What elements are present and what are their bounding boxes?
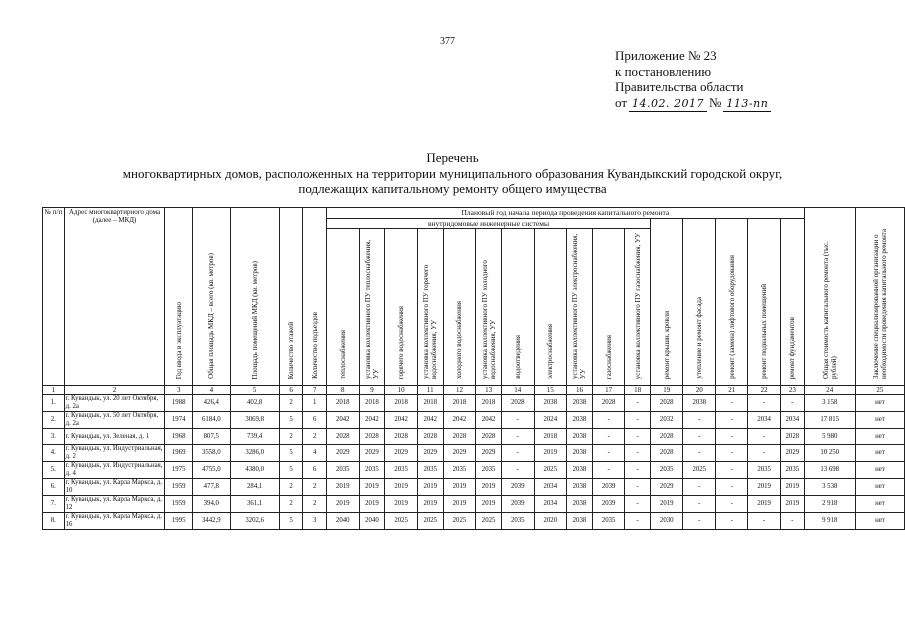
table-cell: 2029	[385, 445, 418, 462]
table-row	[43, 479, 905, 496]
table-cell: нет	[855, 395, 904, 412]
header-system-4: установка коллективного ПУ горячего водоснабжения, УУ	[417, 229, 443, 386]
table-cell: 6184,0	[193, 412, 231, 429]
address-cell: г. Кувандык, ул. Карла Маркса, д. 12	[64, 496, 165, 513]
table-cell: 2018	[476, 395, 502, 412]
table-cell: 2019	[327, 496, 360, 513]
table-cell: -	[748, 429, 781, 445]
table-cell: 5	[279, 412, 303, 429]
table-cell: 3442,9	[193, 513, 231, 530]
header-internal-systems: внутридомовые инженерные системы	[327, 219, 651, 229]
table-cell: 2019	[780, 496, 804, 513]
table-cell: 2032	[650, 412, 683, 429]
table-cell: нет	[855, 429, 904, 445]
title-line-3: подлежащих капитальному ремонту общего имущества	[298, 181, 607, 196]
page-number: 377	[440, 36, 455, 47]
table-cell: -	[716, 479, 748, 496]
table-cell: 10 250	[804, 445, 855, 462]
address-cell: г. Кувандык, ул. Зеленая, д. 1	[64, 429, 165, 445]
table-cell: -	[716, 395, 748, 412]
table-cell: нет	[855, 445, 904, 462]
table-cell: 2 918	[804, 496, 855, 513]
table-cell: 2025	[443, 513, 476, 530]
table-cell: 2018	[534, 429, 567, 445]
table-cell: 2038	[567, 412, 593, 429]
table-cell: 402,8	[230, 395, 279, 412]
table-cell: 2028	[650, 395, 683, 412]
table-cell: 2028	[650, 445, 683, 462]
table-cell: нет	[855, 479, 904, 496]
table-cell: -	[683, 496, 716, 513]
table-cell: 361,1	[230, 496, 279, 513]
table-cell: 3	[303, 513, 327, 530]
table-cell: 8.	[43, 513, 65, 530]
table-cell: -	[502, 412, 535, 429]
column-number: 1	[43, 386, 65, 395]
table-cell: 13 698	[804, 462, 855, 479]
address-cell: г. Кувандык, ул. Карла Маркса, д. 16	[64, 513, 165, 530]
table-cell: 2028	[359, 429, 385, 445]
table-cell: 3 158	[804, 395, 855, 412]
table-cell: 2025	[385, 513, 418, 530]
table-cell: 1988	[165, 395, 193, 412]
table-cell: -	[716, 445, 748, 462]
table-cell: -	[625, 479, 651, 496]
table-cell: -	[748, 395, 781, 412]
table-cell: 2029	[327, 445, 360, 462]
table-cell: 2019	[476, 496, 502, 513]
table-cell: 2	[279, 429, 303, 445]
table-cell: 2040	[359, 513, 385, 530]
table-cell: 1995	[165, 513, 193, 530]
header-system-8: электроснабжения	[534, 229, 567, 386]
table-cell: 2042	[359, 412, 385, 429]
column-number: 9	[359, 386, 385, 395]
table-cell: 5	[279, 445, 303, 462]
table-cell: 2030	[650, 513, 683, 530]
table-cell: 2028	[443, 429, 476, 445]
column-number: 4	[193, 386, 231, 395]
table-cell: 2038	[567, 429, 593, 445]
table-cell: 2034	[748, 412, 781, 429]
table-cell: -	[592, 462, 625, 479]
column-number: 8	[327, 386, 360, 395]
table-cell: -	[683, 429, 716, 445]
table-cell: 2029	[359, 445, 385, 462]
table-cell: 6	[303, 412, 327, 429]
address-cell: г. Кувандык, ул. Карла Маркса, д. 10	[64, 479, 165, 496]
table-cell: 2038	[567, 462, 593, 479]
address-cell: г. Кувандык, ул. 50 лет Октября, д. 2а	[64, 412, 165, 429]
table-cell: 4380,0	[230, 462, 279, 479]
table-cell: 394,0	[193, 496, 231, 513]
table-cell: нет	[855, 513, 904, 530]
column-number: 13	[476, 386, 502, 395]
column-number: 22	[748, 386, 781, 395]
table-cell: 2029	[650, 479, 683, 496]
table-cell: 2035	[443, 462, 476, 479]
table-cell: 2028	[780, 429, 804, 445]
table-cell: 2024	[534, 412, 567, 429]
table-cell: 2042	[443, 412, 476, 429]
document-title	[0, 150, 905, 197]
table-cell: 2019	[385, 479, 418, 496]
table-cell: 2042	[417, 412, 443, 429]
from-label: от	[615, 94, 628, 110]
header-system-6: установка коллективного ПУ холодного водоснабжения, УУ	[476, 229, 502, 386]
appendix-title: Приложение № 23	[615, 48, 717, 63]
table-cell: -	[592, 445, 625, 462]
table-cell: 2019	[748, 496, 781, 513]
table-cell: 477,8	[193, 479, 231, 496]
table-cell: 2019	[417, 496, 443, 513]
table-cell: 17 815	[804, 412, 855, 429]
table-cell: 2042	[476, 412, 502, 429]
header-area-rooms: Площадь помещений МКД (кв. метров)	[230, 208, 279, 386]
table-cell: 2019	[443, 479, 476, 496]
address-cell: г. Кувандык, ул. Индустриальная, д. 2	[64, 445, 165, 462]
table-cell: -	[625, 395, 651, 412]
header-facade: утепление и ремонт фасада	[683, 219, 716, 386]
table-cell: 1969	[165, 445, 193, 462]
column-number: 5	[230, 386, 279, 395]
table-cell: 3202,6	[230, 513, 279, 530]
header-system-10: газоснабжения	[592, 229, 625, 386]
table-cell: нет	[855, 412, 904, 429]
table-cell: 2020	[534, 513, 567, 530]
table-cell: -	[716, 412, 748, 429]
header-system-2: установка коллективного ПУ теплоснабжения, УУ	[359, 229, 385, 386]
table-cell: -	[780, 513, 804, 530]
header-cost: Общая стоимость капитального ремонта (тыс. рублей)	[804, 208, 855, 386]
table-cell: 2035	[385, 462, 418, 479]
column-number: 17	[592, 386, 625, 395]
table-cell: 2025	[417, 513, 443, 530]
table-cell: 2025	[683, 462, 716, 479]
table-row	[43, 462, 905, 479]
column-number: 10	[385, 386, 418, 395]
column-number: 16	[567, 386, 593, 395]
table-cell: 6.	[43, 479, 65, 496]
table-cell: 2018	[417, 395, 443, 412]
table-cell: 2028	[502, 395, 535, 412]
column-number: 6	[279, 386, 303, 395]
table-cell: -	[683, 445, 716, 462]
table-cell: -	[683, 412, 716, 429]
table-cell: 2019	[327, 479, 360, 496]
table-cell: 2038	[567, 479, 593, 496]
header-system-9: установка коллективного ПУ электроснабжения, УУ	[567, 229, 593, 386]
table-cell: 2018	[359, 395, 385, 412]
table-cell: 1968	[165, 429, 193, 445]
table-cell: нет	[855, 496, 904, 513]
table-cell: 2038	[567, 395, 593, 412]
table-cell: -	[625, 513, 651, 530]
table-cell: 2	[303, 429, 327, 445]
table-cell: 2029	[443, 445, 476, 462]
table-cell: 2029	[417, 445, 443, 462]
column-number: 3	[165, 386, 193, 395]
table-cell: 2035	[502, 513, 535, 530]
table-row	[43, 496, 905, 513]
table-cell: 2028	[592, 395, 625, 412]
address-cell: г. Кувандык, ул. 20 лет Октября, д. 2а	[64, 395, 165, 412]
appendix-date-line	[615, 95, 771, 113]
appendix-header	[615, 48, 771, 112]
table-cell: 5	[279, 462, 303, 479]
table-cell: 2029	[476, 445, 502, 462]
column-number: 23	[780, 386, 804, 395]
decree-number: 113-пп	[723, 96, 771, 113]
table-cell: 6	[303, 462, 327, 479]
table-cell: 2028	[385, 429, 418, 445]
table-cell: 2	[279, 395, 303, 412]
table-cell: 7.	[43, 496, 65, 513]
table-cell: -	[683, 513, 716, 530]
table-cell: 2018	[443, 395, 476, 412]
table-cell: 2019	[385, 496, 418, 513]
table-cell: 2034	[534, 479, 567, 496]
table-cell: 2038	[683, 395, 716, 412]
column-number: 25	[855, 386, 904, 395]
header-basement: ремонт подвальных помещений	[748, 219, 781, 386]
header-roof: ремонт крыши, кровли	[650, 219, 683, 386]
column-number: 7	[303, 386, 327, 395]
table-cell: -	[502, 462, 535, 479]
table-cell: 2028	[417, 429, 443, 445]
header-no: № п/п	[43, 208, 65, 386]
header-conclusion: Заключение специализированной организации о необходимости проведения капитального ремонта	[855, 208, 904, 386]
table-cell: 2035	[780, 462, 804, 479]
table-cell: 2042	[327, 412, 360, 429]
table-cell: 2025	[476, 513, 502, 530]
table-cell: 3286,0	[230, 445, 279, 462]
table-cell: нет	[855, 462, 904, 479]
table-cell: 2	[279, 479, 303, 496]
table-cell: 3 538	[804, 479, 855, 496]
table-cell: 1975	[165, 462, 193, 479]
title-line-2: многоквартирных домов, расположенных на территории муниципального образования Кувандыкский городской округ,	[122, 165, 783, 181]
table-cell: -	[625, 412, 651, 429]
table-cell: -	[716, 513, 748, 530]
table-cell: 2019	[650, 496, 683, 513]
table-cell: -	[625, 429, 651, 445]
header-foundation: ремонт фундаментов	[780, 219, 804, 386]
table-cell: 2019	[780, 479, 804, 496]
table-cell: 807,5	[193, 429, 231, 445]
column-number: 21	[716, 386, 748, 395]
table-cell: 9 918	[804, 513, 855, 530]
header-system-1: теплоснабжения	[327, 229, 360, 386]
table-cell: 2034	[534, 496, 567, 513]
appendix-line-2: к постановлению	[615, 63, 712, 79]
table-cell: 2	[279, 496, 303, 513]
header-floors: Количество этажей	[279, 208, 303, 386]
table-cell: -	[592, 429, 625, 445]
header-system-3: горячего водоснабжения	[385, 229, 418, 386]
table-cell: -	[625, 445, 651, 462]
table-cell: -	[780, 395, 804, 412]
column-number: 24	[804, 386, 855, 395]
table-cell: 2040	[327, 513, 360, 530]
table-cell: -	[592, 412, 625, 429]
table-cell: -	[716, 429, 748, 445]
column-number: 14	[502, 386, 535, 395]
table-row	[43, 445, 905, 462]
table-cell: 1.	[43, 395, 65, 412]
header-address: Адрес многоквартирного дома (далее – МКД)	[64, 208, 165, 386]
table-cell: 3558,0	[193, 445, 231, 462]
title-line-1: Перечень	[426, 150, 479, 165]
column-number: 19	[650, 386, 683, 395]
table-cell: -	[502, 445, 535, 462]
table-cell: 4.	[43, 445, 65, 462]
table-cell: 2.	[43, 412, 65, 429]
table-cell: 2028	[327, 429, 360, 445]
table-row	[43, 412, 905, 429]
number-label: №	[709, 94, 722, 110]
table-row	[43, 513, 905, 530]
header-entrances: Количество подъездов	[303, 208, 327, 386]
table-cell: 2019	[359, 479, 385, 496]
address-cell: г. Кувандык, ул. Индустриальная, д. 4	[64, 462, 165, 479]
header-system-5: холодного водоснабжения	[443, 229, 476, 386]
table-cell: 2028	[476, 429, 502, 445]
table-cell: 2029	[780, 445, 804, 462]
table-cell: 2019	[748, 479, 781, 496]
table-cell: -	[716, 462, 748, 479]
column-number: 11	[417, 386, 443, 395]
table-cell: 1959	[165, 479, 193, 496]
header-system-11: установка коллективного ПУ газоснабжения, УУ	[625, 229, 651, 386]
column-number: 12	[443, 386, 476, 395]
table-cell: 2018	[327, 395, 360, 412]
header-elevator: ремонт (замена) лифтового оборудования	[716, 219, 748, 386]
table-cell: 4755,0	[193, 462, 231, 479]
header-plan-year: Плановый год начала периода проведения капитального ремонта	[327, 208, 805, 219]
table-cell: 1974	[165, 412, 193, 429]
table-cell: 2	[303, 479, 327, 496]
table-cell: 1	[303, 395, 327, 412]
table-cell: 2019	[534, 445, 567, 462]
table-cell: 5 980	[804, 429, 855, 445]
table-cell: 2035	[359, 462, 385, 479]
table-cell: 2038	[534, 395, 567, 412]
table-cell: 2025	[534, 462, 567, 479]
table-cell: 2018	[385, 395, 418, 412]
appendix-line-3: Правительства области	[615, 79, 744, 94]
table-cell: 739,4	[230, 429, 279, 445]
table-cell: 2035	[476, 462, 502, 479]
table-row	[43, 429, 905, 445]
table-cell: 2039	[592, 496, 625, 513]
table-cell: 2019	[476, 479, 502, 496]
table-row	[43, 395, 905, 412]
table-cell: 2038	[567, 445, 593, 462]
header-system-7: водоотведения	[502, 229, 535, 386]
table-cell: 2035	[417, 462, 443, 479]
table-cell: 4	[303, 445, 327, 462]
table-cell: 2039	[592, 479, 625, 496]
table-cell: -	[748, 513, 781, 530]
table-cell: 2019	[417, 479, 443, 496]
decree-date: 14.02. 2017	[629, 96, 707, 113]
table-cell: 2039	[502, 479, 535, 496]
table-cell: 2035	[592, 513, 625, 530]
table-cell: 2019	[443, 496, 476, 513]
header-year: Год ввода в эксплуатацию	[165, 208, 193, 386]
table-cell: 1959	[165, 496, 193, 513]
column-number: 20	[683, 386, 716, 395]
table-cell: 2034	[780, 412, 804, 429]
column-number: 2	[64, 386, 165, 395]
table-cell: 2039	[502, 496, 535, 513]
table-cell: 3.	[43, 429, 65, 445]
table-cell: -	[748, 445, 781, 462]
table-cell: 2028	[650, 429, 683, 445]
column-number: 15	[534, 386, 567, 395]
table-cell: 2035	[748, 462, 781, 479]
table-cell: 5	[279, 513, 303, 530]
table-cell: 2038	[567, 513, 593, 530]
table-cell: -	[625, 496, 651, 513]
table-cell: 2035	[327, 462, 360, 479]
table-cell: -	[625, 462, 651, 479]
column-number: 18	[625, 386, 651, 395]
table-cell: 5.	[43, 462, 65, 479]
table-cell: 2038	[567, 496, 593, 513]
table-cell: -	[502, 429, 535, 445]
houses-table	[42, 207, 905, 530]
table-cell: 2	[303, 496, 327, 513]
table-cell: 426,4	[193, 395, 231, 412]
table-cell: -	[683, 479, 716, 496]
table-cell: 2035	[650, 462, 683, 479]
table-cell: 2042	[385, 412, 418, 429]
table-cell: 284,1	[230, 479, 279, 496]
table-cell: -	[716, 496, 748, 513]
table-cell: 3069,8	[230, 412, 279, 429]
table-cell: 2019	[359, 496, 385, 513]
header-area-total: Общая площадь МКД – всего (кв. метров)	[193, 208, 231, 386]
